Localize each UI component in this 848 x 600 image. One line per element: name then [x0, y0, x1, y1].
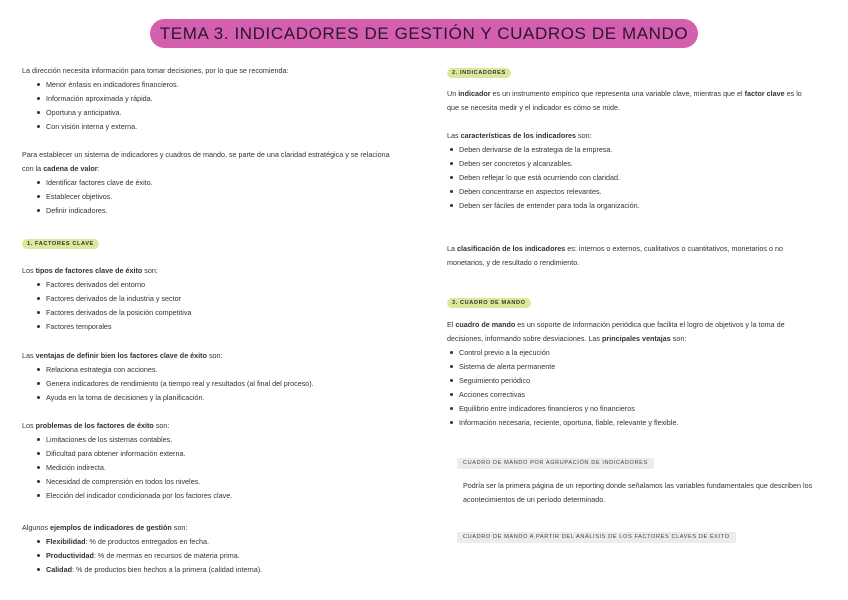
list-item: Factores temporales: [22, 320, 191, 334]
characteristics-block: [447, 129, 640, 213]
bold-term: características de los indicadores: [460, 131, 577, 140]
list-item: [22, 535, 262, 549]
list-item: Factores derivados de la industria y sector: [22, 292, 191, 306]
problems-list: [22, 433, 232, 503]
bold-term: indicador: [458, 89, 491, 98]
bold-term: Productividad: [46, 551, 94, 560]
bold-term: clasificación de los indicadores: [457, 244, 566, 253]
text-span: : % de mermas en recursos de materia prima.: [93, 551, 240, 560]
definition-block: [447, 87, 825, 115]
section3-heading: [447, 295, 531, 309]
advantages-intro: [22, 349, 314, 363]
bold-term: ventajas de definir bien los factores clave de éxito: [35, 351, 207, 360]
list-item: Control previo a la ejecución: [447, 346, 825, 360]
text-span: es un soporte de información periódica que facilita el logro de objetivos y la toma de: [515, 320, 785, 329]
list-item: Definir indicadores.: [22, 204, 422, 218]
list-item: Limitaciones de los sistemas contables.: [22, 433, 232, 447]
list-item: [22, 549, 262, 563]
text-span: El: [447, 320, 456, 329]
list-item: Dificultad para obtener información externa.: [22, 447, 232, 461]
examples-list: [22, 535, 262, 577]
list-item: Con visión interna y externa.: [22, 120, 288, 134]
text-span: Las: [22, 351, 36, 360]
intro-block: [22, 64, 288, 134]
subsection-text-line2: acontecimientos de un período determinado.: [463, 495, 606, 504]
classification-line1: [447, 242, 825, 256]
dashboard-block: [447, 318, 825, 430]
setup-text-line2: [22, 162, 422, 176]
types-block: [22, 264, 191, 334]
text-span: son:: [142, 266, 158, 275]
text-span: La: [447, 244, 457, 253]
list-item: Acciones correctivas: [447, 388, 825, 402]
title-wrap: [0, 19, 848, 48]
classification-line2: monetarios, y de resultado o rendimiento.: [447, 258, 580, 267]
section1-heading: [22, 236, 99, 250]
section-heading: 2. INDICADORES: [447, 68, 511, 78]
list-item: Factores derivados de la posición competitiva: [22, 306, 191, 320]
text-span: :: [97, 164, 100, 173]
bold-term: ejemplos de indicadores de gestión: [49, 523, 172, 532]
bold-term: cuadro de mando: [455, 320, 516, 329]
list-item: Menor énfasis en indicadores financieros.: [22, 78, 288, 92]
problems-intro: [22, 419, 232, 433]
list-item: Necesidad de comprensión en todos los niveles.: [22, 475, 232, 489]
text-span: Algunos: [22, 523, 50, 532]
list-item: Información aproximada y rápida.: [22, 92, 288, 106]
advantages-list: [447, 346, 825, 430]
dashboard-line2: [447, 332, 825, 346]
characteristics-list: [447, 143, 640, 213]
bold-term: Calidad: [46, 565, 72, 574]
subsection1-heading: [457, 455, 654, 469]
page-title: TEMA 3. INDICADORES DE GESTIÓN Y CUADROS DE MANDO: [150, 19, 698, 48]
classification-block: [447, 242, 825, 270]
intro-text: La dirección necesita información para tomar decisiones, por lo que se recomienda:: [22, 66, 289, 75]
text-span: es lo: [784, 89, 802, 98]
text-span: son:: [153, 421, 170, 430]
list-item: Deben ser fáciles de entender para toda la organización.: [447, 199, 640, 213]
list-item: Ayuda en la toma de decisiones y la planificación.: [22, 391, 314, 405]
list-item: [22, 563, 262, 577]
list-item: Sistema de alerta permanente: [447, 360, 825, 374]
types-list: [22, 278, 191, 334]
subsection2-heading: [457, 529, 736, 543]
section-heading: 3. CUADRO DE MANDO: [447, 298, 531, 308]
list-item: Genera indicadores de rendimiento (a tiempo real y resultados (al final del proceso).: [22, 377, 314, 391]
bold-term: cadena de valor: [43, 164, 98, 173]
text-span: Los: [22, 421, 36, 430]
setup-block: [22, 148, 422, 218]
text-span: es: internos o externos, cualitativos o cuantitativos, monetarios o no: [565, 244, 784, 253]
intro-list: [22, 78, 288, 134]
list-item: Equilibrio entre indicadores financieros y no financieros: [447, 402, 825, 416]
subsection-heading: CUADRO DE MANDO A PARTIR DEL ANÁLISIS DE LOS FACTORES CLAVES DE ÉXITO: [457, 532, 736, 543]
list-item: Deben ser concretos y alcanzables.: [447, 157, 640, 171]
setup-text-line1: Para establecer un sistema de indicadores y cuadros de mando, se parte de una claridad estratégica y se relaciona: [22, 150, 390, 159]
text-span: : % de productos bien hechos a la primera (calidad interna).: [71, 565, 263, 574]
bold-term: problemas de los factores de éxito: [35, 421, 154, 430]
text-span: son:: [171, 523, 188, 532]
subsection1-text: [463, 479, 825, 507]
dashboard-line1: [447, 318, 825, 332]
text-span: Las: [447, 131, 461, 140]
bold-term: factor clave: [744, 89, 785, 98]
list-item: Seguimiento periódico: [447, 374, 825, 388]
advantages-block: [22, 349, 314, 405]
subsection-text-line1: Podría ser la primera página de un reporting donde señalamos las variables fundamentales que describen los: [463, 481, 813, 490]
definition-line2: que se necesita medir y el indicador es cómo se mide.: [447, 103, 620, 112]
list-item: Factores derivados del entorno: [22, 278, 191, 292]
characteristics-intro: [447, 129, 640, 143]
list-item: Deben derivarse de la estrategia de la empresa.: [447, 143, 640, 157]
types-intro: [22, 264, 191, 278]
text-span: son:: [670, 334, 687, 343]
text-span: con la: [22, 164, 44, 173]
list-item: Información necesaria, reciente, oportuna, fiable, relevante y flexible.: [447, 416, 825, 430]
examples-intro: [22, 521, 262, 535]
advantages-list: [22, 363, 314, 405]
text-span: Los: [22, 266, 36, 275]
text-span: decisiones, informando sobre desviaciones. Las: [447, 334, 603, 343]
subsection-heading: CUADRO DE MANDO POR AGRUPACIÓN DE INDICADORES: [457, 458, 654, 469]
bold-term: principales ventajas: [602, 334, 671, 343]
problems-block: [22, 419, 232, 503]
list-item: Elección del indicador condicionada por los factores clave.: [22, 489, 232, 503]
definition-line1: [447, 87, 825, 101]
text-span: son:: [576, 131, 592, 140]
bold-term: Flexibilidad: [46, 537, 86, 546]
setup-list: [22, 176, 422, 218]
list-item: Establecer objetivos.: [22, 190, 422, 204]
text-span: Un: [447, 89, 459, 98]
text-span: son:: [206, 351, 223, 360]
list-item: Identificar factores clave de éxito.: [22, 176, 422, 190]
text-span: : % de productos entregados en fecha.: [85, 537, 210, 546]
examples-block: [22, 521, 262, 577]
text-span: es un instrumento empírico que representa una variable clave, mientras que el: [490, 89, 745, 98]
section2-heading: [447, 65, 511, 79]
list-item: Oportuna y anticipativa.: [22, 106, 288, 120]
list-item: Deben concentrarse en aspectos relevantes.: [447, 185, 640, 199]
list-item: Medición indirecta.: [22, 461, 232, 475]
section-heading: 1. FACTORES CLAVE: [22, 239, 99, 249]
list-item: Deben reflejar lo que está ocurriendo con claridad.: [447, 171, 640, 185]
bold-term: tipos de factores clave de éxito: [35, 266, 143, 275]
list-item: Relaciona estrategia con acciones.: [22, 363, 314, 377]
